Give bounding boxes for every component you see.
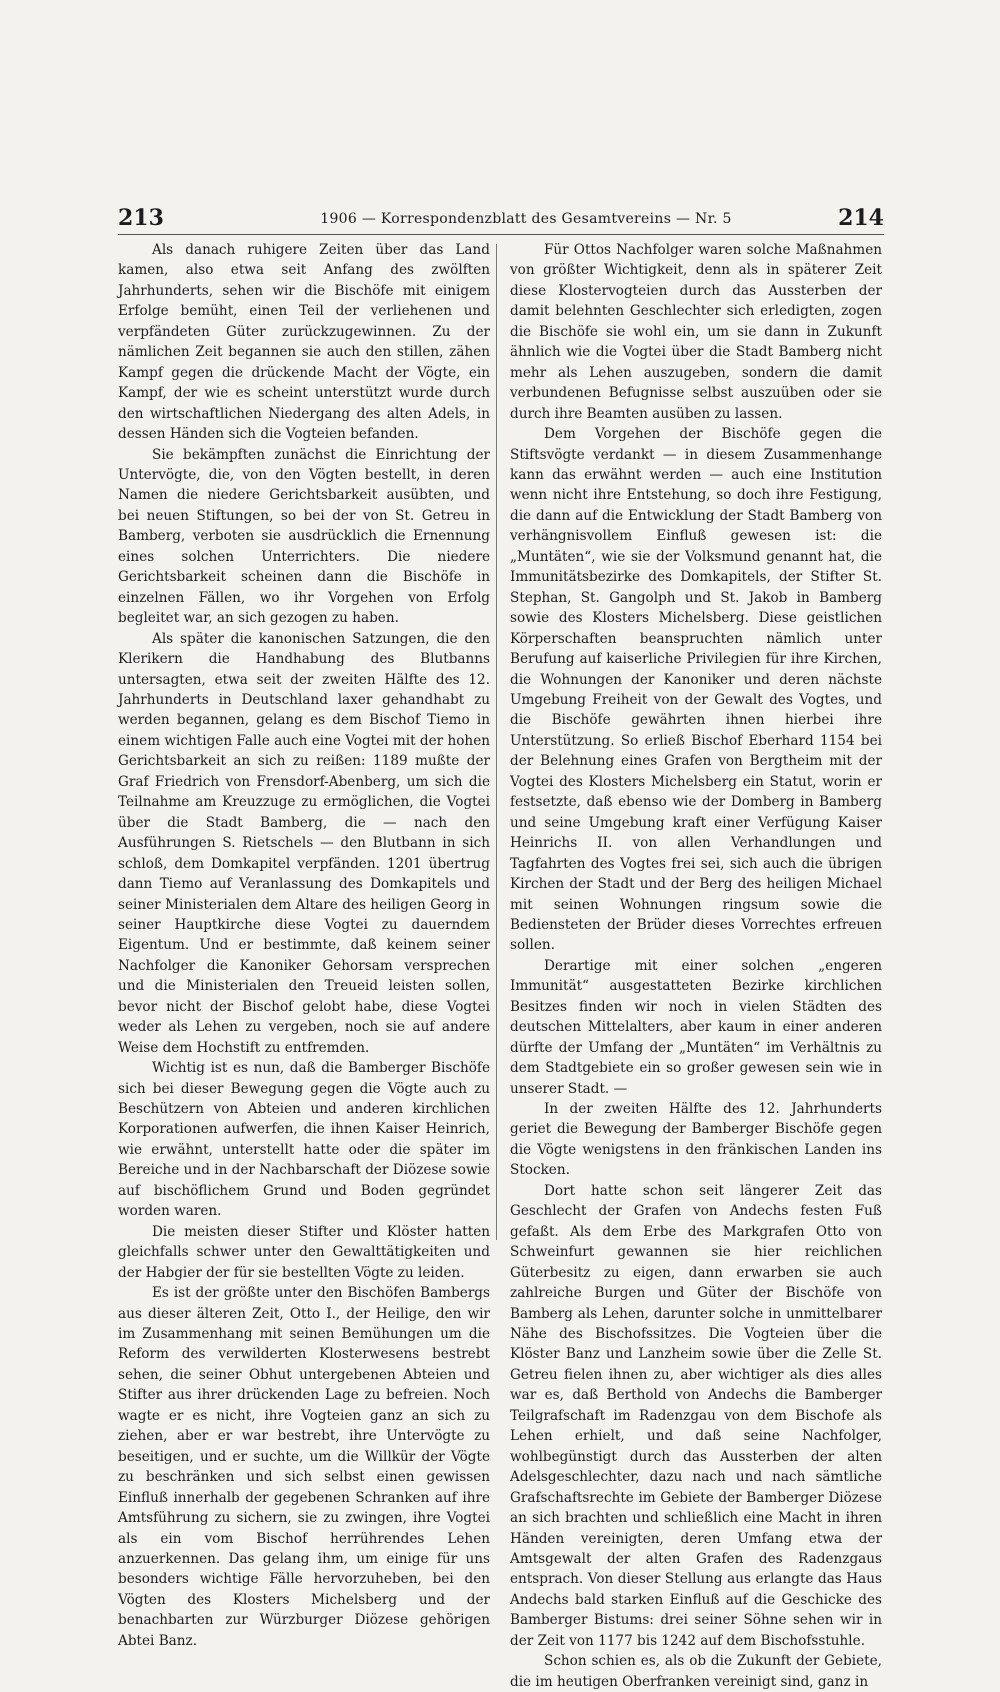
- paragraph: Die meisten dieser Stifter und Klöster hatten gleichfalls schwer unter den Gewalttätigkeiten und der Habgier der für sie bestellten Vögte zu leiden.: [118, 1223, 490, 1281]
- left-column: [118, 240, 490, 1651]
- right-column: [510, 240, 882, 1692]
- page-number-left: 213: [118, 205, 164, 231]
- paragraph: In der zweiten Hälfte des 12. Jahrhunderts geriet die Bewegung der Bamberger Bischöfe gegen die Vögte wenigstens in den fränkischen Landen ins Stocken.: [510, 1101, 882, 1179]
- paragraph: Dem Vorgehen der Bischöfe gegen die Stiftsvögte verdankt — in diesem Zusammenhange kann das erwähnt werden — auch eine Institution wenn nicht ihre Entstehung, so doch ihre Festigung, die dann auf die Entwicklung der Stadt Bamberg von verhängnisvollem Einfluß gewesen ist: die „Muntäten“, wie sie der Volksmund genannt hat, die Immunitätsbezirke des Domkapitels, der Stifter St. Stephan, St. Gangolph und St. Jakob in Bamberg sowie des Klosters Michelsberg. Diese geistlichen Körperschaften beanspruchten nämlich unter Berufung auf kaiserliche Privilegien für ihre Kirchen, die Wohnungen der Kanoniker und deren nächste Umgebung Freiheit von der Gewalt des Vogtes, und die Bischöfe gewährten ihnen hierbei ihre Unterstützung. So erließ Bischof Eberhard 1154 bei der Belehnung eines Grafen von Bergtheim mit der Vogtei des Klosters Michelsberg ein Statut, worin er festsetzte, daß ebenso wie der Domberg in Bamberg und seine Umgebung kraft einer Verfügung Kaiser Heinrichs II. von allen Verhandlungen und Tagfahrten des Vogtes frei sei, sich auch die übrigen Kirchen der Stadt und der Berg des heiligen Michael mit seinen Wohnungen ringsum sowie die Bediensteten der Brüder dieses Vorrechtes erfreuen sollen.: [510, 426, 882, 954]
- paragraph: Für Ottos Nachfolger waren solche Maßnahmen von größter Wichtigkeit, denn als in späterer Zeit diese Klostervogteien durch das Aussterben der damit belehnten Geschlechter sich erledigten, zogen die Bischöfe sie wohl ein, um sie dann in Zukunft ähnlich wie die Vogtei über die Stadt Bamberg nicht mehr als Lehen auszugeben, sondern die damit verbundenen Befugnisse selbst auszuüben oder sie durch ihre Beamten ausüben zu lassen.: [510, 242, 882, 422]
- paragraph: Als später die kanonischen Satzungen, die den Klerikern die Handhabung des Blutbanns untersagten, etwa seit der zweiten Hälfte des 12. Jahrhunderts in Deutschland laxer gehandhabt zu werden begannen, gelang es dem Bischof Tiemo in einem wichtigen Falle auch eine Vogtei mit der hohen Gerichtsbarkeit an sich zu reißen: 1189 mußte der Graf Friedrich von Frensdorf-Abenberg, um sich die Teilnahme am Kreuzzuge zu ermöglichen, die Vogtei über die Stadt Bamberg, die — nach den Ausführungen S. Rietschels — den Blutbann in sich schloß, dem Domkapitel verpfänden. 1201 übertrug dann Tiemo auf Veranlassung des Domkapitels und seiner Ministerialen dem Altare des heiligen Georg in seiner Hauptkirche diese Vogtei zu dauerndem Eigentum. Und er bestimmte, daß keinem seiner Nachfolger die Kanoniker Gehorsam versprechen und die Ministerialen den Treueid leisten sollen, bevor nicht der Bischof gelobt habe, diese Vogtei weder als Lehen zu vergeben, noch sie auf andere Weise dem Hochstift zu entfremden.: [118, 630, 490, 1056]
- paragraph: Als danach ruhigere Zeiten über das Land kamen, also etwa seit Anfang des zwölften Jahrhunderts, sehen wir die Bischöfe mit einigem Erfolge bemüht, einen Teil der verliehenen und verpfändeten Güter zurückzugewinnen. Zu der nämlichen Zeit begannen sie auch den stillen, zähen Kampf gegen die drückende Macht der Vögte, ein Kampf, der wie es scheint unterstützt wurde durch den wirtschaftlichen Niedergang des alten Adels, in dessen Händen sich die Vogteien befanden.: [118, 242, 490, 443]
- paragraph: Schon schien es, als ob die Zukunft der Gebiete, die im heutigen Oberfranken vereinigt sind, ganz in: [510, 1653, 882, 1690]
- running-title: 1906 — Korrespondenzblatt des Gesamtvereins — Nr. 5: [320, 211, 732, 227]
- header-rule: [118, 234, 884, 235]
- paragraph: Wichtig ist es nun, daß die Bamberger Bischöfe sich bei dieser Bewegung gegen die Vögte auch zu Beschützern von Abteien und anderen kirchlichen Korporationen aufwerfen, die ihnen Kaiser Heinrich, wie erwähnt, unterstellt hatte oder die später im Bereiche und in der Nachbarschaft der Diözese sowie auf bischöflichem Grund und Boden gegründet worden waren.: [118, 1060, 490, 1220]
- paragraph: Sie bekämpften zunächst die Einrichtung der Untervögte, die, von den Vögten bestellt, in deren Namen die niedere Gerichtsbarkeit ausübten, und bei neuen Stiftungen, so bei der von St. Getreu in Bamberg, verboten sie ausdrücklich die Ernennung eines solchen Unterrichters. Die niedere Gerichtsbarkeit scheinen dann die Bischöfe in einzelnen Fällen, wo ihr Vorgehen von Erfolg begleitet war, an sich gezogen zu haben.: [118, 446, 490, 627]
- page-number-right: 214: [838, 205, 884, 231]
- paragraph: Es ist der größte unter den Bischöfen Bambergs aus dieser älteren Zeit, Otto I., der Heilige, den wir im Zusammenhang mit seinen Bemühungen um die Reform des verwilderten Klosterwesens bestrebt sehen, die seiner Obhut untergebenen Abteien und Stifter aus ihrer drückenden Lage zu befreien. Noch wagte er es nicht, ihre Vogteien ganz an sich zu ziehen, aber er war bestrebt, ihre Untervögte zu beseitigen, und er suchte, um die Willkür der Vögte zu beschränken und sich selbst einen gewissen Einfluß innerhalb der gegebenen Schranken auf ihre Amtsführung zu sichern, sie zu zwingen, ihre Vogtei als ein vom Bischof herrührendes Lehen anzuerkennen. Das gelang ihm, um einige für uns besonders wichtige Fälle hervorzuheben, bei den Vögten des Klosters Michelsberg und der benachbarten zur Würzburger Diözese gehörigen Abtei Banz.: [118, 1285, 490, 1649]
- paragraph: Dort hatte schon seit längerer Zeit das Geschlecht der Grafen von Andechs festen Fuß gefaßt. Als dem Erbe des Markgrafen Otto von Schweinfurt gewannen sie hier reichlichen Güterbesitz zu eigen, dann erwarben sie auch zahlreiche Burgen und Güter der Bischöfe von Bamberg als Lehen, darunter solche in unmittelbarer Nähe des Bischofssitzes. Die Vogteien über die Klöster Banz und Lanzheim sowie über die Zelle St. Getreu fielen ihnen zu, aber wichtiger als dies alles war es, daß Berthold von Andechs die Bamberger Teilgrafschaft im Radenzgau von dem Bischofe als Lehen erhielt, und daß seine Nachfolger, wohlbegünstigt durch das Aussterben der alten Adelsgeschlechter, dazu nach und nach sämtliche Grafschaftsrechte im Gebiete der Bamberger Diözese an sich brachten und schließlich eine Macht in ihren Händen vereinigten, deren Umfang etwa der Amtsgewalt der alten Grafen des Radenzgaus entsprach. Von dieser Stellung aus erlangte das Haus Andechs bald starken Einfluß auf die Geschicke des Bamberger Bistums: drei seiner Söhne sehen wir in der Zeit von 1177 bis 1242 auf dem Bischofsstuhle.: [510, 1182, 882, 1649]
- paragraph: Derartige mit einer solchen „engeren Immunität“ ausgestatteten Bezirke kirchlichen Besitzes finden wir noch in vielen Städten des deutschen Mittelalters, aber kaum in einer anderen dürfte der Umfang der „Muntäten“ im Verhältnis zu dem Stadtgebiete ein so großer gewesen sein wie in unserer Stadt. —: [510, 957, 882, 1097]
- column-divider: [496, 244, 497, 1240]
